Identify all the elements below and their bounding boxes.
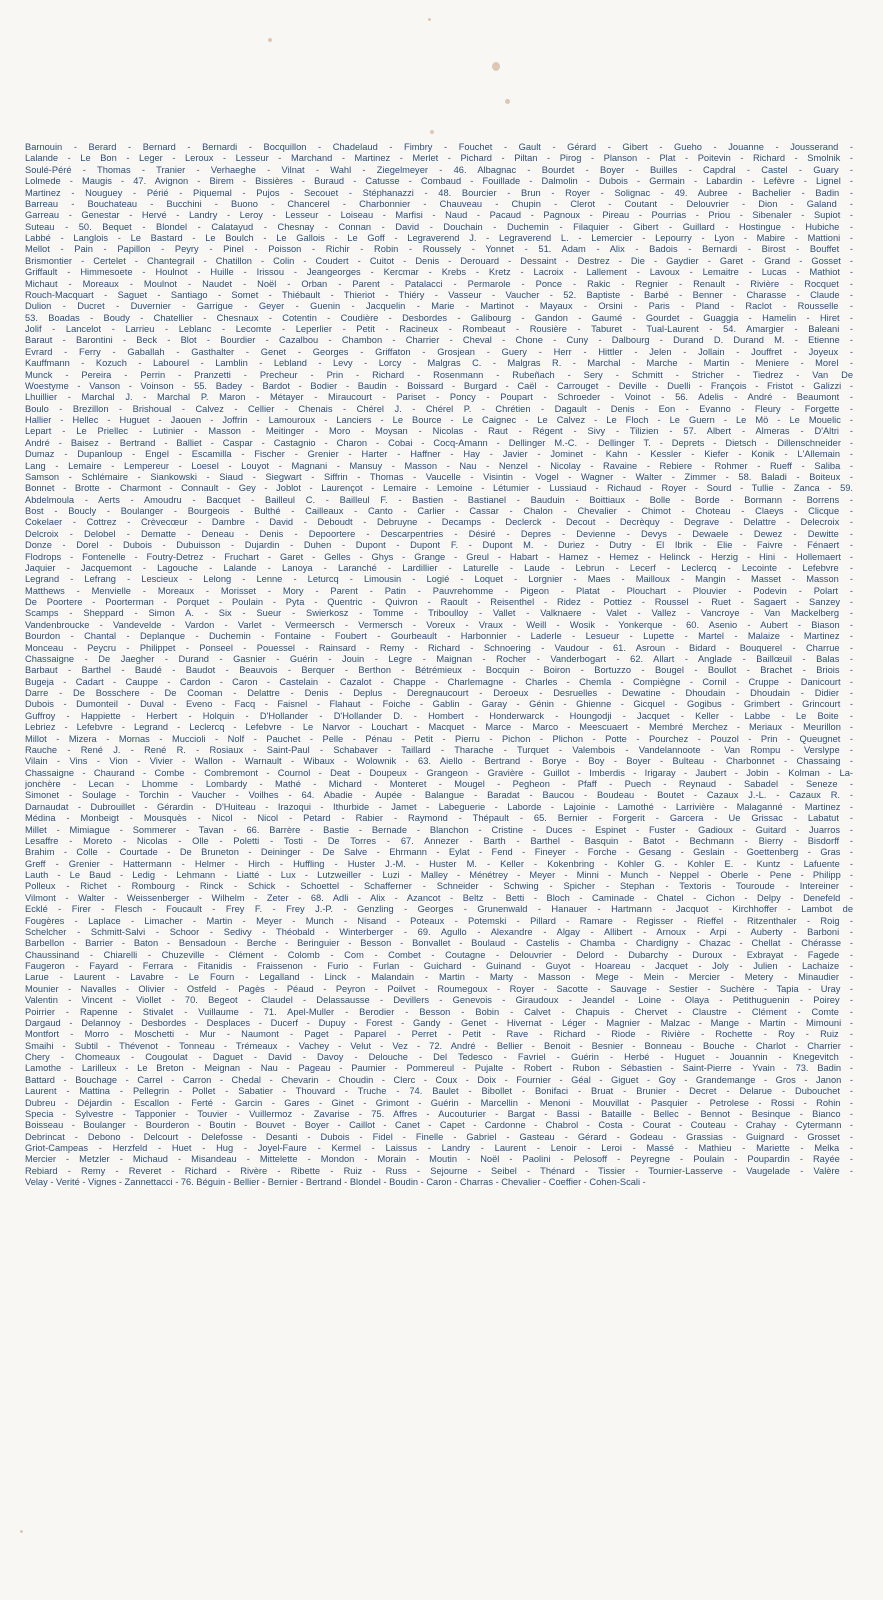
name-list-line: Kauffmann - Kozuch - Labourel - Lamblin - Lebland - Levy - Lorcy - Malgras C. - Malgras R. - Marchal - Marche - Martin - Meniere - Morel -: [25, 358, 853, 369]
name-list-line: Griot-Campeas - Herzfeld - Huet - Hug - Joyel-Faure - Kermel - Laissus - Landry - Laurent - Lenoir - Leroi - Massé - Mathieu - Mariette - Melka -: [25, 1143, 853, 1153]
name-list-line: Scamps - Sheppard - Simon A. - Six - Sueur - Swierkosz - Tomme - Triboulloy - Vallet - Valknaere - Valet - Vallez - Vancroye - Van Mackelberg -: [25, 608, 853, 619]
name-list-line: Chassaigne - Chaurand - Combe - Combremont - Cournol - Deat - Doupeux - Grangeon - Gravière - Guillot - Imberdis - Irigaray - Jaubert - Jobin - Kolman - La-: [25, 767, 853, 778]
name-list-line: Larue - Laurent - Lavabre - Le Fourn - Legalland - Linck - Malandain - Martin - Marty - Masson - Mege - Mein - Mercier - Metery - Minaudier -: [25, 972, 853, 983]
paper-stain: [430, 130, 434, 134]
name-list-line: Cokelaer - Cottrez - Crèvecœur - Dambre - David - Deboudt - Debruyne - Decamps - Declerck - Decout - Decrèquy - Degrave - Delattre - Delecroix -: [25, 517, 853, 528]
name-list-line: Fougères - Laplace - Limacher - Martin - Meyer - Munch - Nisand - Poteaux - Potemski - Pillard - Ramare - Regisser - Rieffel - Ritzenthaler - Roig -: [25, 915, 853, 926]
name-list-line: Millet - Mimiague - Sommerer - Tavan - 66. Barrère - Bastie - Bernade - Blanchon - Cristine - Duces - Espinet - Fuster - Gadioux - Guitard - Juarros -: [25, 824, 853, 835]
name-list-line: Bourdon - Chantal - Deplanque - Duchemin - Fontaine - Foubert - Gourbeault - Harbonnier - Laderle - Lesueur - Lupette - Martel - Malaize - Martinez -: [25, 631, 853, 642]
name-list-line: Vilmont - Walter - Weissenberger - Wilhelm - Zeter - 68. Adli - Alix - Azancot - Beltz - Betti - Bloch - Caminade - Chatel - Cichon - Delpy - Denefeld -: [25, 892, 853, 903]
name-list-line: Vilain - Vins - Vion - Vivier - Wallon - Warnault - Wibaux - Wolownik - 63. Aiello - Bertrand - Borye - Boy - Boyer - Bulteau - Charbonnet - Chassaing -: [25, 756, 853, 767]
name-list-line: Poirrier - Rapenne - Stivalet - Vuillaume - 71. Apel-Muller - Berodier - Besson - Bobin - Calvet - Chapuis - Chervet - Claustre - Clément - Comte -: [25, 1006, 853, 1017]
name-list-line: Debrincat - Debono - Delcourt - Delefosse - Desanti - Dubois - Fidel - Finelle - Gabriel - Gasteau - Gérard - Godeau - Grassias - Guignard - Grosset -: [25, 1131, 853, 1142]
name-list-line: Matthews - Menvielle - Moreaux - Morisset - Mory - Parent - Patin - Pauvrehomme - Pigeon - Platat - Plouchart - Plouvier - Podevin - Polart -: [25, 585, 853, 596]
name-list-line: Bonnet - Brotte - Charmont - Connault - Gey - Joblot - Laurençot - Lemaire - Lemoine - Létumier - Lussiaud - Richaud - Royer - Sourd - Tullie - Zanca - 59.: [25, 483, 853, 494]
paper-stain: [268, 38, 272, 42]
name-list-line: Martinez - Nouguey - Périé - Piquemal - Pujos - Secouet - Stéphanazzi - 48. Bourcier - Brun - Royer - Solignac - 49. Aubree - Bachelier - Badin -: [25, 187, 853, 198]
name-list-line: Delcroix - Delobel - Dematte - Deneau - Denis - Depoortere - Descarpentries - Désiré - Depres - Devienne - Devys - Dewaele - Dewez - Dewitte -: [25, 528, 853, 539]
name-list-line: Lolmede - Maugis - 47. Avignon - Birem - Bissières - Buraud - Catusse - Combaud - Fouillade - Dalmolin - Dubois - Germain - Labardin - Lefèvre - Lignel -: [25, 176, 853, 187]
name-list-line: Schelcher - Schmitt-Salvi - Schoor - Sedivy - Théobald - Winterberger - 69. Agullo - Alexandre - Algay - Allibert - Arnoux - Arpi - Auberty - Barboni -: [25, 926, 853, 937]
name-list-line: Michaut - Moreaux - Moulnot - Naudet - Noël - Orban - Parent - Patalacci - Permarole - Ponce - Rakic - Regnier - Renault - Rivière - Rocquet -: [25, 278, 853, 289]
name-list-line: Lebriez - Lefebvre - Legrand - Leclercq - Lefebvre - Le Narvor - Louchart - Macquet - Marce - Marco - Meescuaert - Membré Merchez - Meriaux - Meurillon -: [25, 722, 853, 733]
name-list-line: Smaihi - Subtil - Thévenot - Tonneau - Trémeaux - Vachey - Velut - Vez - 72. André - Bellier - Benoit - Besnier - Bonneau - Bouche - Charlot - Charrier -: [25, 1040, 853, 1051]
name-list-line: Griffault - Himmesoete - Houlnot - Huille - Irissou - Jeangeorges - Kercmar - Krebs - Kretz - Lacroix - Lallement - Lavoux - Lemaitre - Lucas - Mathiot -: [25, 267, 853, 278]
name-list-line: Woestyme - Vanson - Voinson - 55. Badey - Bardot - Bodier - Baudin - Boissard - Burgard - Caël - Carrouget - Deville - Duelli - François - Fristot - Galizzi -: [25, 380, 853, 391]
name-list-line: Rebiard - Remy - Reveret - Richard - Rivère - Ribette - Ruiz - Russ - Sejourne - Seibel - Thénard - Tissier - Tournier-Lasserve - Vaugelade - Valère -: [25, 1165, 853, 1176]
name-list-line: Abdelmoula - Aerts - Amoudru - Bacquet - Bailleul C. - Bailleul F. - Bastien - Bastianel - Bauduin - Boittiaux - Bolle - Borde - Bormann - Borrens -: [25, 494, 853, 505]
name-list-line: Darnaudat - Dubrouillet - Gérardin - D'Huiteau - Irazoqui - Ithurbide - Jamet - Labeguerie - Laborde - Lajoinie - Lamothé - Larrivière - Malaganné - Martinez -: [25, 801, 853, 812]
name-list-line: Legrand - Lefrang - Lescieux - Lelong - Lenne - Leturcq - Limousin - Logié - Loquet - Lorgnier - Maes - Mailloux - Mangin - Masset - Masson -: [25, 574, 853, 585]
name-list-line: Mellot - Pain - Papillon - Peyry - Pinel - Poisson - Richir - Robin - Roussely - Yonnet - 51. Adam - Alix - Badois - Bernardi - Birost - Bouffet -: [25, 244, 853, 255]
name-list-line: Garreau - Genestar - Hervé - Landry - Leroy - Lesseur - Loiseau - Marfisi - Naud - Pacaud - Pagnoux - Pireau - Pourrias - Priou - Sibenaler - Supiot -: [25, 210, 853, 221]
name-list-line: jonchère - Lecan - Lhomme - Lombardy - Mathé - Michard - Monteret - Mougel - Pegheon - Pfaff - Puech - Reynaud - Sabadel - Seneze -: [25, 779, 853, 789]
name-list-line: Brahim - Colle - Courtade - De Bruneton - Deininger - De Salve - Ehrmann - Eylat - Fend - Fineyer - Forche - Gesang - Geslain - Goettenberg - Gras -: [25, 847, 853, 858]
paper-stain: [428, 18, 431, 21]
name-list-line: Jaquier - Jacquemont - Lagouche - Lalande - Lanoya - Laranché - Lardillier - Laturelle - Laude - Lebrun - Lecerf - Leclercq - Lecointe - Lefebvre -: [25, 562, 853, 573]
name-list-line: Rauche - René J. - René R. - Rosiaux - Saint-Paul - Schabaver - Taillard - Tharache - Turquet - Valembois - Vandelannoote - Van Rompu - Verslype -: [25, 744, 853, 755]
name-list-line: Flodrops - Fontenelle - Foutry-Detrez - Fruchart - Garet - Gelles - Ghys - Grange - Greul - Habart - Hamez - Hemez - Helinck - Herzig - Hini - Hollemaert -: [25, 551, 853, 562]
name-list-line: Darre - De Bosschere - De Cooman - Delattre - Denis - Deplus - Deregnaucourt - Deroeux - Desruelles - Dewatine - Dhoudain - Dhoudain - Didier -: [25, 688, 853, 698]
name-list-line: Dubois - Dumonteil - Duval - Eveno - Facq - Faisnel - Flahaut - Foiche - Gablin - Garay - Génin - Ghienne - Gicquel - Gogibus - Grimbert - Grincourt -: [25, 699, 853, 710]
name-list-line: Laurent - Mattina - Pellegrin - Pollet - Sabatier - Thouvard - Truche - 74. Baulet - Bibollet - Bonifaci - Bruat - Brunier - Decret - Delarue - Dubouchet -: [25, 1086, 853, 1097]
name-list-line: Greff - Grenier - Hattermann - Helmer - Hirch - Huffling - Huster J.-M. - Huster M. - Keller - Kokenbring - Kohler G. - Kohler E. - Kuntz - Lafuente -: [25, 858, 853, 869]
name-list-line: Monceau - Peycru - Philippet - Ponseel - Pouessel - Rainsard - Remy - Richard - Schnoering - Vaudour - 61. Asroun - Bidard - Bouquerel - Charrue -: [25, 642, 853, 653]
name-list-line: Dumaz - Dupanloup - Engel - Escamilla - Fischer - Grenier - Harter - Haffner - Hay - Javier - Jominet - Kahn - Kessler - Kiefer - Konik - L'Allemain -: [25, 449, 853, 460]
name-list-line: Lauth - Le Baud - Ledig - Lehmann - Liatté - Lux - Lutzweiller - Luzi - Malley - Ménétrey - Meyer - Minni - Munch - Neppel - Oberle - Pene - Philipp -: [25, 870, 853, 880]
name-list-line: Boulo - Brezillon - Brishoual - Calvez - Cellier - Chenais - Chérel J. - Chérel P. - Chrétien - Dagault - Denis - Eon - Evanno - Fleury - Forgette -: [25, 403, 853, 414]
name-list-line: Ecklé - Firer - Flesch - Foucault - Frey F. - Frey J.-P. - Genzling - Georges - Grunenwald - Hanauer - Hartmann - Jacquot - Kirchhoffer - Lambot de: [25, 904, 853, 915]
name-list-line: Dulion - Ducret - Duvernier - Garrigue - Geyer - Guenin - Jacquelin - Marie - Martinot - Mayaux - Orsini - Paris - Pland - Raclot - Rousselle -: [25, 301, 853, 312]
name-list-line: Barreau - Bouchateau - Bucchini - Buono - Chancerel - Charbonnier - Chauveau - Chupin - Clerot - Coutant - Delouvrier - Dion - Galand -: [25, 198, 853, 209]
name-list-line: Lepart - Le Priellec - Lutinier - Masson - Meitinger - Moro - Moysan - Nicolas - Raut - Régent - Sivy - Tilizien - 57. Albert - Almeras - D'Altri -: [25, 426, 853, 437]
name-list-line: Bugeja - Cadart - Cauppe - Cardon - Caron - Castelain - Cazalot - Chappe - Charlemagne - Charles - Chemla - Compiègne - Cornil - Cruppe - Danicourt -: [25, 676, 853, 687]
name-list-line: Montfort - Morro - Moschetti - Mur - Naumont - Paget - Paparel - Perret - Petit - Rave - Richard - Riode - Rivière - Rochette - Roy - Ruiz -: [25, 1029, 853, 1040]
name-list-line: Faugeron - Fayard - Ferrara - Fitanidis - Fraissenon - Furio - Furlan - Guichard - Guinand - Guyot - Hoareau - Jacquet - Joly - Julien - Lachaize -: [25, 961, 853, 971]
name-list-line: Polleux - Richet - Rombourg - Rinck - Schick - Schoettel - Schafferner - Schneider - Schwing - Spicher - Stephan - Textoris - Touroude - Intereiner -: [25, 881, 853, 892]
name-list-line: Hallier - Hellec - Huguet - Jaouen - Joffrin - Lamouroux - Lanciers - Le Bource - Le Caignec - Le Calvez - Le Floch - Le Guern - Le Mö - Le Mouelic -: [25, 415, 853, 425]
name-list-line: Lhuillier - Marchal J. - Marchal P. Maron - Métayer - Miraucourt - Pariset - Poncy - Poupart - Schroeder - Voinot - 56. Adelis - André - Beaumont -: [25, 392, 853, 403]
name-list-line: Lesaffre - Moreto - Nicolas - Olle - Poletti - Tosti - De Torres - 67. Annezer - Barth - Barthel - Basquin - Batot - Bechmann - Bierry - Bisdorff -: [25, 835, 853, 846]
name-list-line: Lamothe - Larilleux - Le Breton - Meignan - Nau - Pageau - Paumier - Pommereul - Pujalte - Robert - Rubon - Sébastien - Saint-Pierre - Yvain - 73. Badin -: [25, 1063, 853, 1074]
name-list-line: 53. Boadas - Boudy - Chatellier - Chesnaux - Cotentin - Coudière - Desbordes - Galibourg - Gandon - Gaumé - Gourdet - Guaggia - Hamelin - Hiret -: [25, 312, 853, 323]
name-list-line: André - Baisez - Bertrand - Balliet - Caspar - Castagnio - Charon - Cobai - Cocq-Amann - Dellinger M.-C. - Dellinger T. - Deprets - Dietsch - Dillenschneider -: [25, 437, 853, 448]
name-list-line: Barbaut - Barthel - Baudé - Baudot - Beauvois - Berquer - Berthon - Bétrémieux - Bocquin - Boiron - Bortuzzo - Bougel - Boullot - Brachet - Briois -: [25, 665, 853, 676]
name-list-line: Boisseau - Boulanger - Bourderon - Boutin - Bouvet - Boyer - Caillot - Canet - Capet - Cardonne - Chabrol - Costa - Courat - Couteau - Crahay - Cytermann -: [25, 1120, 853, 1131]
paper-stain: [20, 1530, 23, 1533]
name-list-line: Donze - Dorel - Dubois - Dubuisson - Dujardin - Duhen - Dupont - Dupont F. - Dupont M. - Duriez - Dutry - El Ibrik - Elie - Faivre - Fénaert -: [25, 540, 853, 551]
name-list-line: Chassaigne - De Jaegher - Durand - Gasnier - Guérin - Jouin - Legre - Maignan - Rocher - Vanderbogart - 62. Allart - Anglade - Baillœuil - Balas -: [25, 653, 853, 664]
name-list-line: Vandenbroucke - Vandevelde - Vardon - Varlet - Vermeersch - Vermersch - Voreux - Vraux - Weill - Wosik - Yonkerque - 60. Asenio - Aubert - Biason -: [25, 619, 853, 630]
name-list-line: Médina - Monbeigt - Mousquès - Nicol - Nicol - Petard - Rabier - Raymond - Thépault - 65. Bernier - Forgerit - Garcera - Ue Grissac - Labatut -: [25, 813, 853, 824]
name-list-line: Simonet - Soulage - Torchin - Vaucher - Voilhes - 64. Abadie - Aupée - Balangue - Baradat - Baucou - Boudeau - Boutet - Cazaux J.-L. - Cazaux R. -: [25, 790, 853, 801]
name-list-line: Millot - Mizera - Mornas - Muccioli - Nolf - Pauchet - Pelle - Pénau - Petit - Pierru - Pichon - Plichon - Potte - Pourchez - Pouzol - Prin - Queugnet -: [25, 733, 853, 744]
name-list-line: Jolif - Lancelot - Larrieu - Leblanc - Lecomte - Leperlier - Petit - Racineux - Rombeaut - Rousière - Taburet - Tual-Laurent - 54. Amargier - Baleani -: [25, 324, 853, 334]
name-list-line: Suteau - 50. Bequet - Blondel - Calatayud - Chesnay - Connan - David - Douchain - Duchemin - Filaquier - Gibert - Guillard - Hostingue - Hubiche -: [25, 221, 853, 232]
name-list-line: Baraut - Barontini - Beck - Blot - Bourdier - Cazalbou - Chambon - Charrier - Cheval - Chone - Cuny - Dalbourg - Durand D. Durand M. - Etienne -: [25, 335, 853, 346]
name-list-line: Rouch-Macquart - Saguet - Santiago - Somet - Thiébault - Thieriot - Thiéry - Vasseur - Vaucher - 52. Baptiste - Barbé - Benner - Charasse - Claude -: [25, 289, 853, 300]
paper-stain: [492, 62, 500, 71]
name-list-line: Lalande - Le Bon - Leger - Leroux - Lesseur - Marchand - Martinez - Merlet - Pichard - Piltan - Pirog - Planson - Plat - Poitevin - Richard - Smolnik -: [25, 153, 853, 164]
name-list-line: Valentin - Vincent - Viollet - 70. Begeot - Claudel - Delassausse - Devillers - Genevois - Giraudoux - Jeandel - Loine - Olaya - Petithuguenin - Poirey -: [25, 995, 853, 1006]
name-list-line: Soulé-Péré - Thomas - Tranier - Verhaeghe - Vilnat - Wahl - Ziegelmeyer - 46. Albagnac - Bourdet - Boyer - Builles - Capdral - Castel - Guary -: [25, 164, 853, 175]
name-list-line: Mercier - Metzler - Michaud - Misandeau - Mittelette - Mondon - Morain - Moutin - Noël - Paolini - Pelosoff - Peyregne - Poulain - Poupardin - Rayée -: [25, 1154, 853, 1165]
name-list-line: Guffroy - Happiette - Herbert - Holquin - D'Hollander - D'Hollander D. - Hombert - Honderwarck - Houngodji - Jacquet - Keller - Labbe - Le Boite -: [25, 710, 853, 721]
name-list-line: Bost - Boucly - Boulanger - Bourgeois - Bulthé - Cailleaux - Canto - Carlier - Cassar - Chalon - Chevalier - Chimot - Choteau - Claeys - Clicque -: [25, 506, 853, 516]
name-list-line: Battard - Bouchage - Carrel - Carron - Chedal - Chevarin - Choudin - Clerc - Coux - Doix - Fournier - Géal - Giguet - Goy - Grandemange - Gros - Janon -: [25, 1074, 853, 1085]
name-list-line: Lang - Lemaire - Lempereur - Loesel - Louyot - Magnani - Mansuy - Masson - Nau - Nenzel - Nicolay - Ravaine - Rebiere - Rohmer - Rueff - Saliba -: [25, 460, 853, 471]
name-list-line: Barbellon - Barrier - Baton - Bensadoun - Berche - Beringuier - Besson - Bonvallet - Boulaud - Castelis - Chamba - Chardigny - Chazac - Chellat - Chérasse -: [25, 938, 853, 949]
name-list-line: Mounier - Navalles - Olivier - Ostfeld - Pagès - Péaud - Peyron - Poilvet - Roumegoux - Royer - Sacotte - Sauvage - Sestier - Suchère - Tapia - Uray -: [25, 983, 853, 994]
name-list-line: Dubreu - Déjardin - Escallon - Ferté - Garcin - Gares - Ginet - Grimont - Guérin - Marcellin - Menoni - Mouvillat - Pasquier - Petrolese - Rossi - Rohin -: [25, 1097, 853, 1108]
name-list-line: Evrard - Ferry - Gaballah - Gasthalter - Genet - Georges - Griffaton - Grosjean - Guery - Herr - Hittler - Jelen - Jollain - Jouffret - Joyeux -: [25, 346, 853, 357]
name-list-line: Chaussinand - Chiarelli - Chuzeville - Clément - Colomb - Com - Combet - Coutagne - Delouvrier - Delord - Dubarchy - Duroux - Exbrayat - Fagede -: [25, 949, 853, 960]
name-list-line: Labbé - Langlois - Le Bastard - Le Boulch - Le Gallois - Le Goff - Legraverend J. - Legraverend L. - Lemercier - Lepourry - Lyon - Mabire - Mattioni -: [25, 233, 853, 243]
name-list-line: Specia - Sylvestre - Tapponier - Touvier - Vuillermoz - Zavarise - 75. Affres - Aucouturier - Bargat - Bassi - Bataille - Bellec - Bennot - Besinque - Bianco -: [25, 1108, 853, 1119]
name-list-line: Munck - Pereira - Perrin - Pranzetti - Precheur - Prin - Richard - Rosenmann - Rubeñach - Sery - Schmitt - Stricher - Tiedrez - Van De: [25, 369, 853, 380]
name-list-line: Dargaud - Delannoy - Desbordes - Desplaces - Ducerf - Dupuy - Forest - Gandy - Genet - Hivernat - Léger - Magnier - Malzac - Mange - Martin - Mimouni -: [25, 1017, 853, 1028]
name-list-line: Barnouin - Berard - Bernard - Bernardi - Bocquillon - Chadelaud - Fimbry - Fouchet - Gault - Gérard - Gibert - Gueho - Jouanne - Jousserand -: [25, 142, 853, 152]
name-list-line: Chery - Chomeaux - Cougoulat - Daguet - David - Davoy - Delouche - Del Tedesco - Favriel - Guérin - Herbé - Huguet - Jouannin - Knegevitch -: [25, 1052, 853, 1062]
name-list-line: De Poortere - Poorterman - Porquet - Poulain - Pyta - Quentric - Quivron - Raoult - Reisenthel - Ridez - Pottiez - Roussel - Ruet - Sagaert - Sanzey -: [25, 597, 853, 607]
name-list-line: Samson - Schlémaire - Siankowski - Siaud - Siegwart - Siffrin - Thomas - Vaucelle - Visintin - Vogel - Wagner - Walter - Zimmer - 58. Baladi - Boiteux -: [25, 471, 853, 482]
name-list-line: Brismontier - Certelet - Chantegrail - Chatillon - Colin - Coudert - Cuitot - Denis - Derouard - Dessaint - Destrez - Die - Gaydier - Garet - Grand - Gosset -: [25, 255, 853, 266]
paper-stain: [505, 99, 510, 104]
name-list-line: Velay - Verité - Vignes - Zannettacci - 76. Béguin - Bellier - Bernier - Bertrand - Blondel - Boudin - Caron - Charras - Chevalier - Coeffier - Cohen-Scali -: [25, 1177, 646, 1188]
surname-list: [25, 142, 853, 1189]
